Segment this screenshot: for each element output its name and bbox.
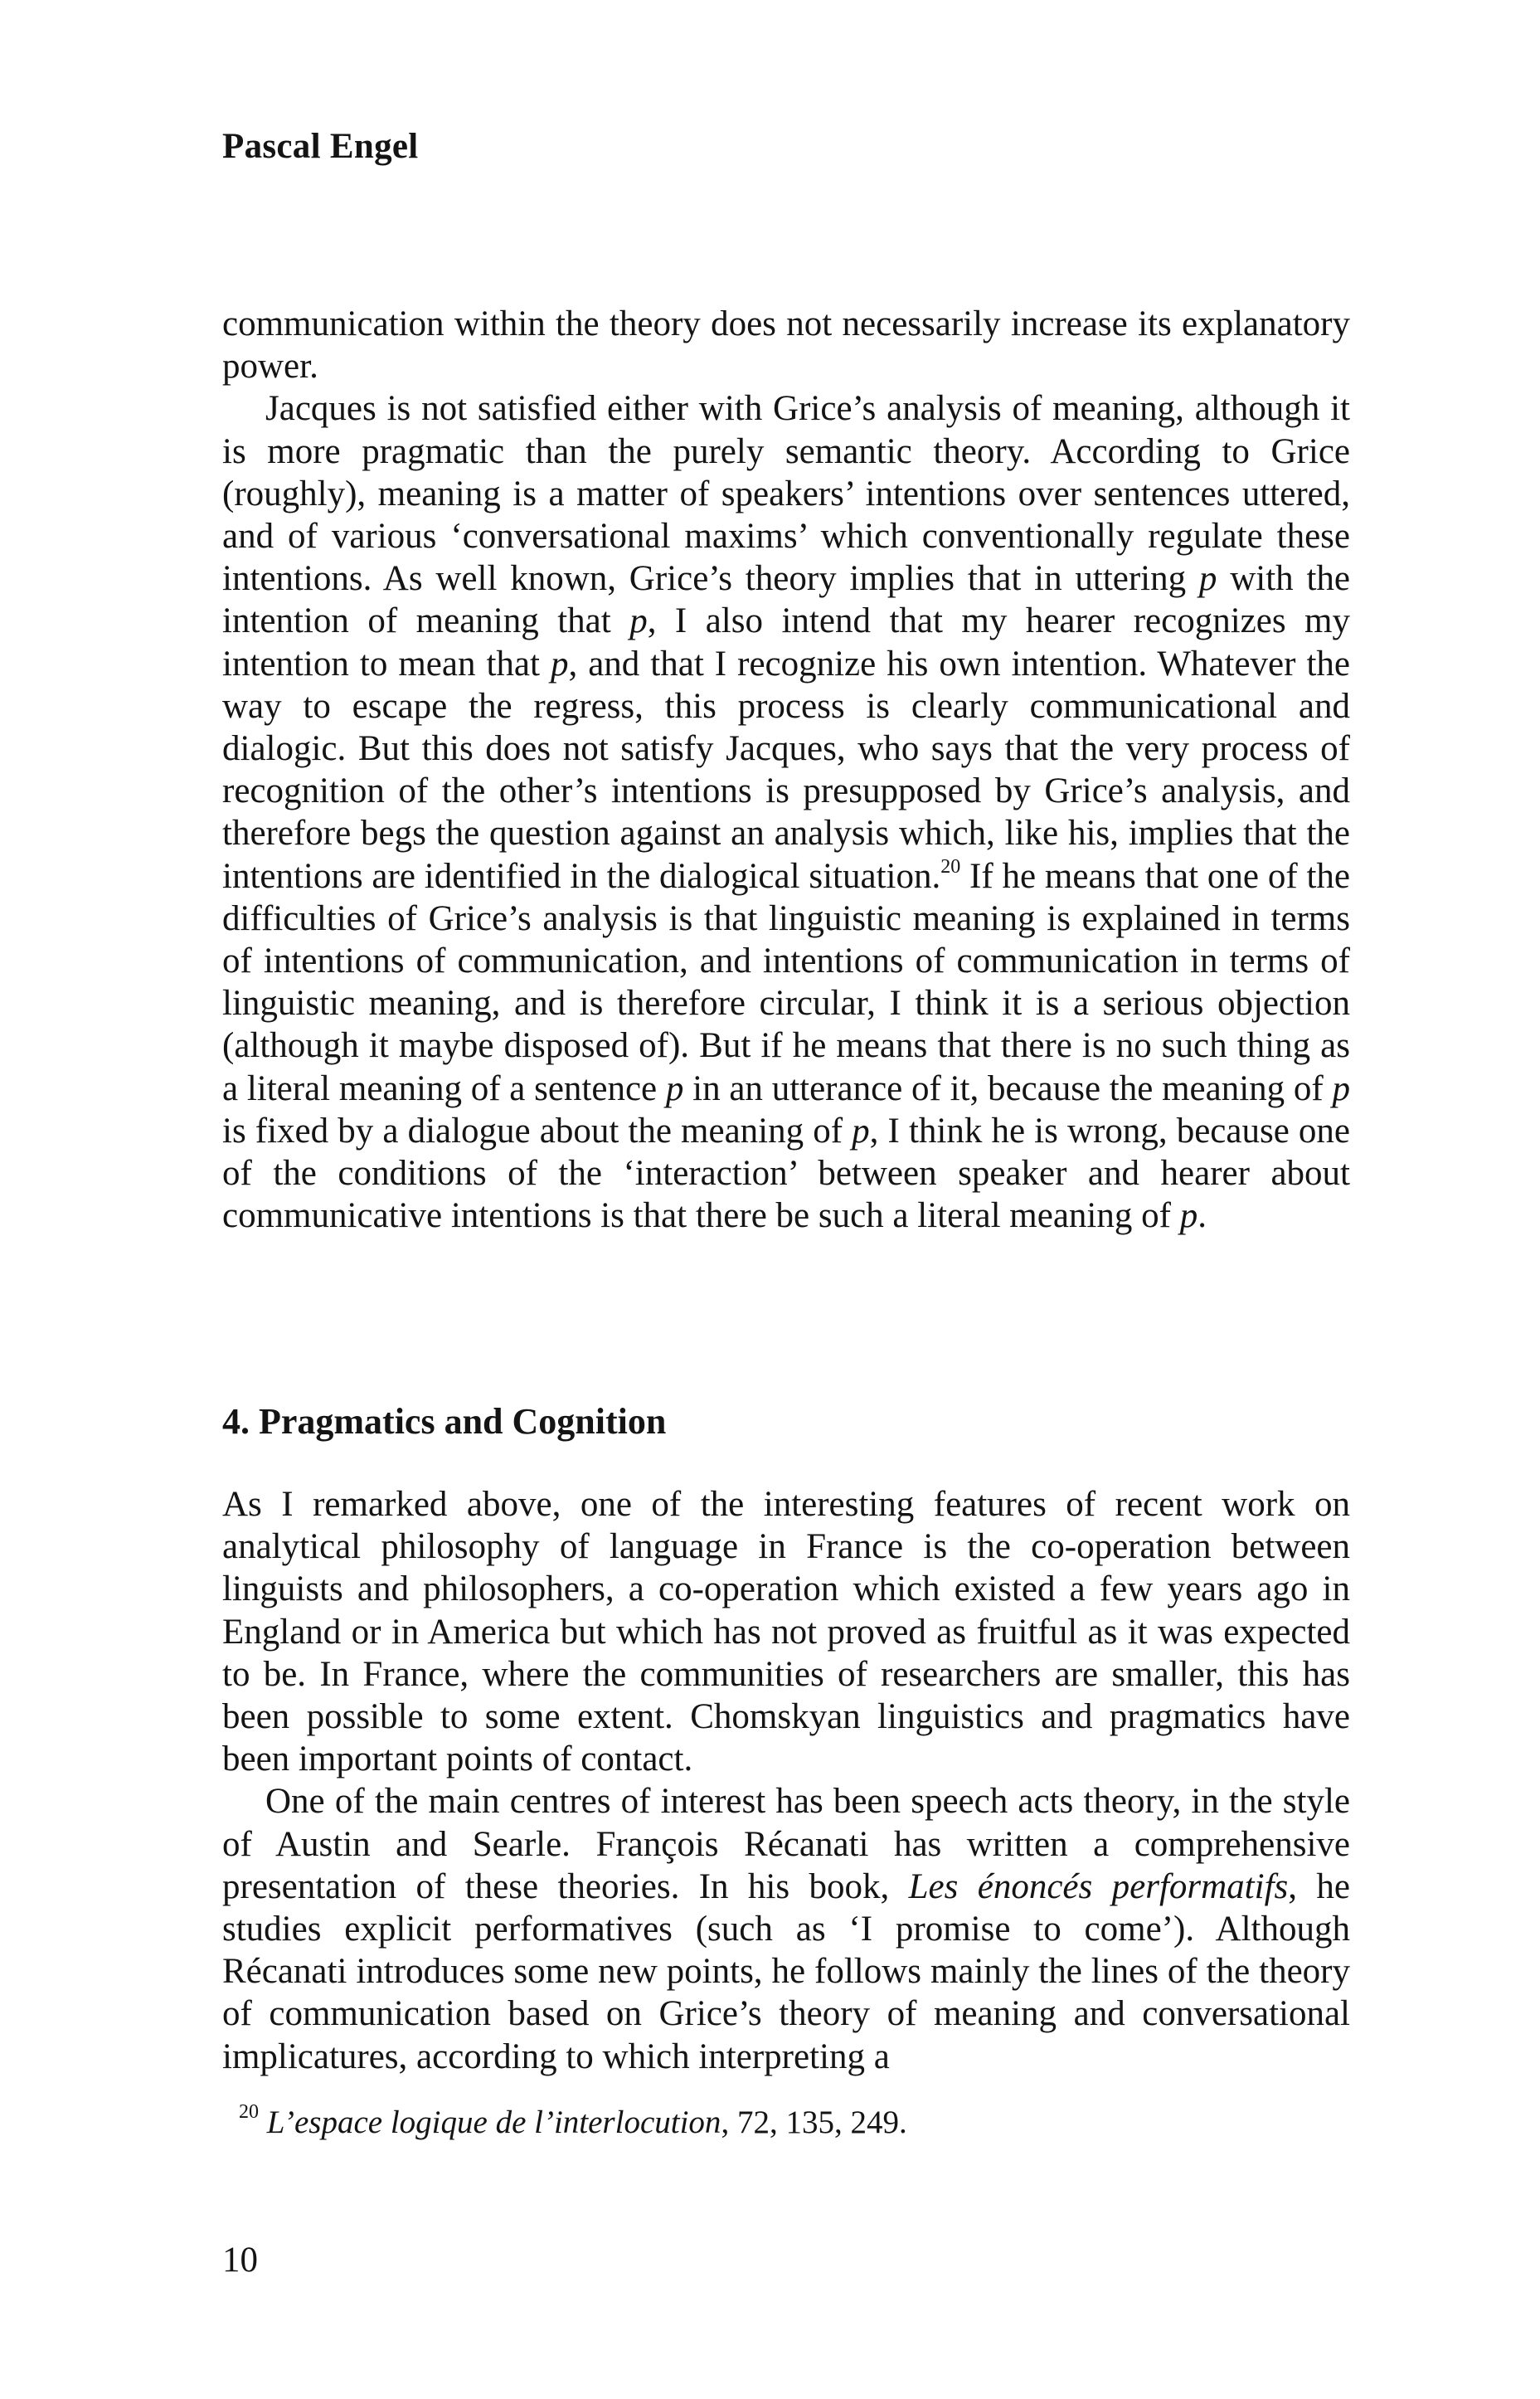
variable-p: p bbox=[629, 601, 648, 641]
paragraph-text: , I think he is wrong, because one of the conditions of the ‘interaction’ between speaker and hearer about communicative intentions is that there be such a literal meaning of bbox=[222, 1111, 1350, 1236]
paragraph-text: If he means that one of the difficulties of Grice’s analysis is that linguistic meaning is explained in terms of intentions of communication, and intentions of communication in terms of linguistic meaning, and is therefore circular, I think it is a serious objection (although it maybe disposed of). But if he means that there is no such thing as a literal meaning of a sentence bbox=[222, 856, 1350, 1108]
paragraph-speech-acts bbox=[222, 1780, 1350, 2077]
variable-p: p bbox=[1332, 1068, 1350, 1108]
paragraph-text: , I also intend that my hearer recognizes my intention to mean that bbox=[222, 601, 1350, 684]
paragraph-text: in an utterance of it, because the meaning of bbox=[683, 1068, 1333, 1108]
paragraph-text: with the intention of meaning that bbox=[222, 559, 1351, 641]
paragraph-text: , he studies explicit performatives (such as ‘I promise to come’). Although Récanati introduces some new points, he follows mainly the lines of the theory of communication based on Grice’s theory of meaning and conversational implicatures, according to which interpreting a bbox=[222, 1866, 1350, 2076]
paragraph-grice bbox=[222, 387, 1350, 1237]
running-head-author: Pascal Engel bbox=[222, 127, 419, 166]
section-heading: 4. Pragmatics and Cognition bbox=[222, 1401, 667, 1442]
variable-p: p bbox=[550, 644, 569, 684]
footnote-number: 20 bbox=[239, 2101, 259, 2123]
body-text-lower bbox=[222, 1483, 1350, 2078]
variable-p: p bbox=[1198, 559, 1217, 599]
paragraph-text: , and that I recognize his own intention. Whatever the way to escape the regress, this process is clearly communicational and dialogic. But this does not satisfy Jacques, who says that the very process of recognition of the other’s intentions is presupposed by Grice’s analysis, and therefore begs the question against an analysis which, like his, implies that the intentions are identified in the dialogical situation. bbox=[222, 644, 1350, 896]
footnote bbox=[239, 2103, 1334, 2143]
variable-p: p bbox=[665, 1068, 684, 1108]
paragraph-cooperation bbox=[222, 1483, 1350, 1780]
footnote-title: L’espace logique de l’interlocution bbox=[266, 2105, 721, 2140]
paragraph-text: Jacques is not satisfied either with Grice’s analysis of meaning, although it is more pragmatic than the purely semantic theory. According to Grice (roughly), meaning is a matter of speakers’ intentions over sentences uttered, and of various ‘conversational maxims’ which conventionally regulate these intentions. As well known, Grice’s theory implies that in uttering bbox=[222, 389, 1350, 599]
variable-p: p bbox=[1179, 1196, 1198, 1236]
paragraph-text: . bbox=[1198, 1196, 1207, 1236]
body-text-upper bbox=[222, 303, 1350, 1237]
paragraph-text: As I remarked above, one of the interesting features of recent work on analytical philosophy of language in France is the co-operation between linguists and philosophers, a co-operation which existed a few years ago in England or in America but which has not proved as fruitful as it was expected to be. In France, where the communities of researchers are smaller, this has been possible to some extent. Chomskyan linguistics and pragmatics have been important points of contact. bbox=[222, 1485, 1350, 1779]
book-title: Les énoncés performatifs bbox=[908, 1866, 1289, 1906]
variable-p: p bbox=[852, 1111, 870, 1151]
footnote-pages: , 72, 135, 249. bbox=[721, 2105, 907, 2140]
paragraph-text: communication within the theory does not necessarily increase its explanatory power. bbox=[222, 304, 1350, 387]
paragraph-continuation bbox=[222, 303, 1350, 387]
footnote-reference[interactable]: 20 bbox=[940, 855, 961, 878]
page-number: 10 bbox=[222, 2241, 258, 2280]
paragraph-text: is fixed by a dialogue about the meaning of bbox=[222, 1111, 853, 1151]
paragraph-text: One of the main centres of interest has been speech acts theory, in the style of Austin and Searle. François Récanati has written a comprehensive presentation of these theories. In his book, bbox=[222, 1782, 1350, 1906]
